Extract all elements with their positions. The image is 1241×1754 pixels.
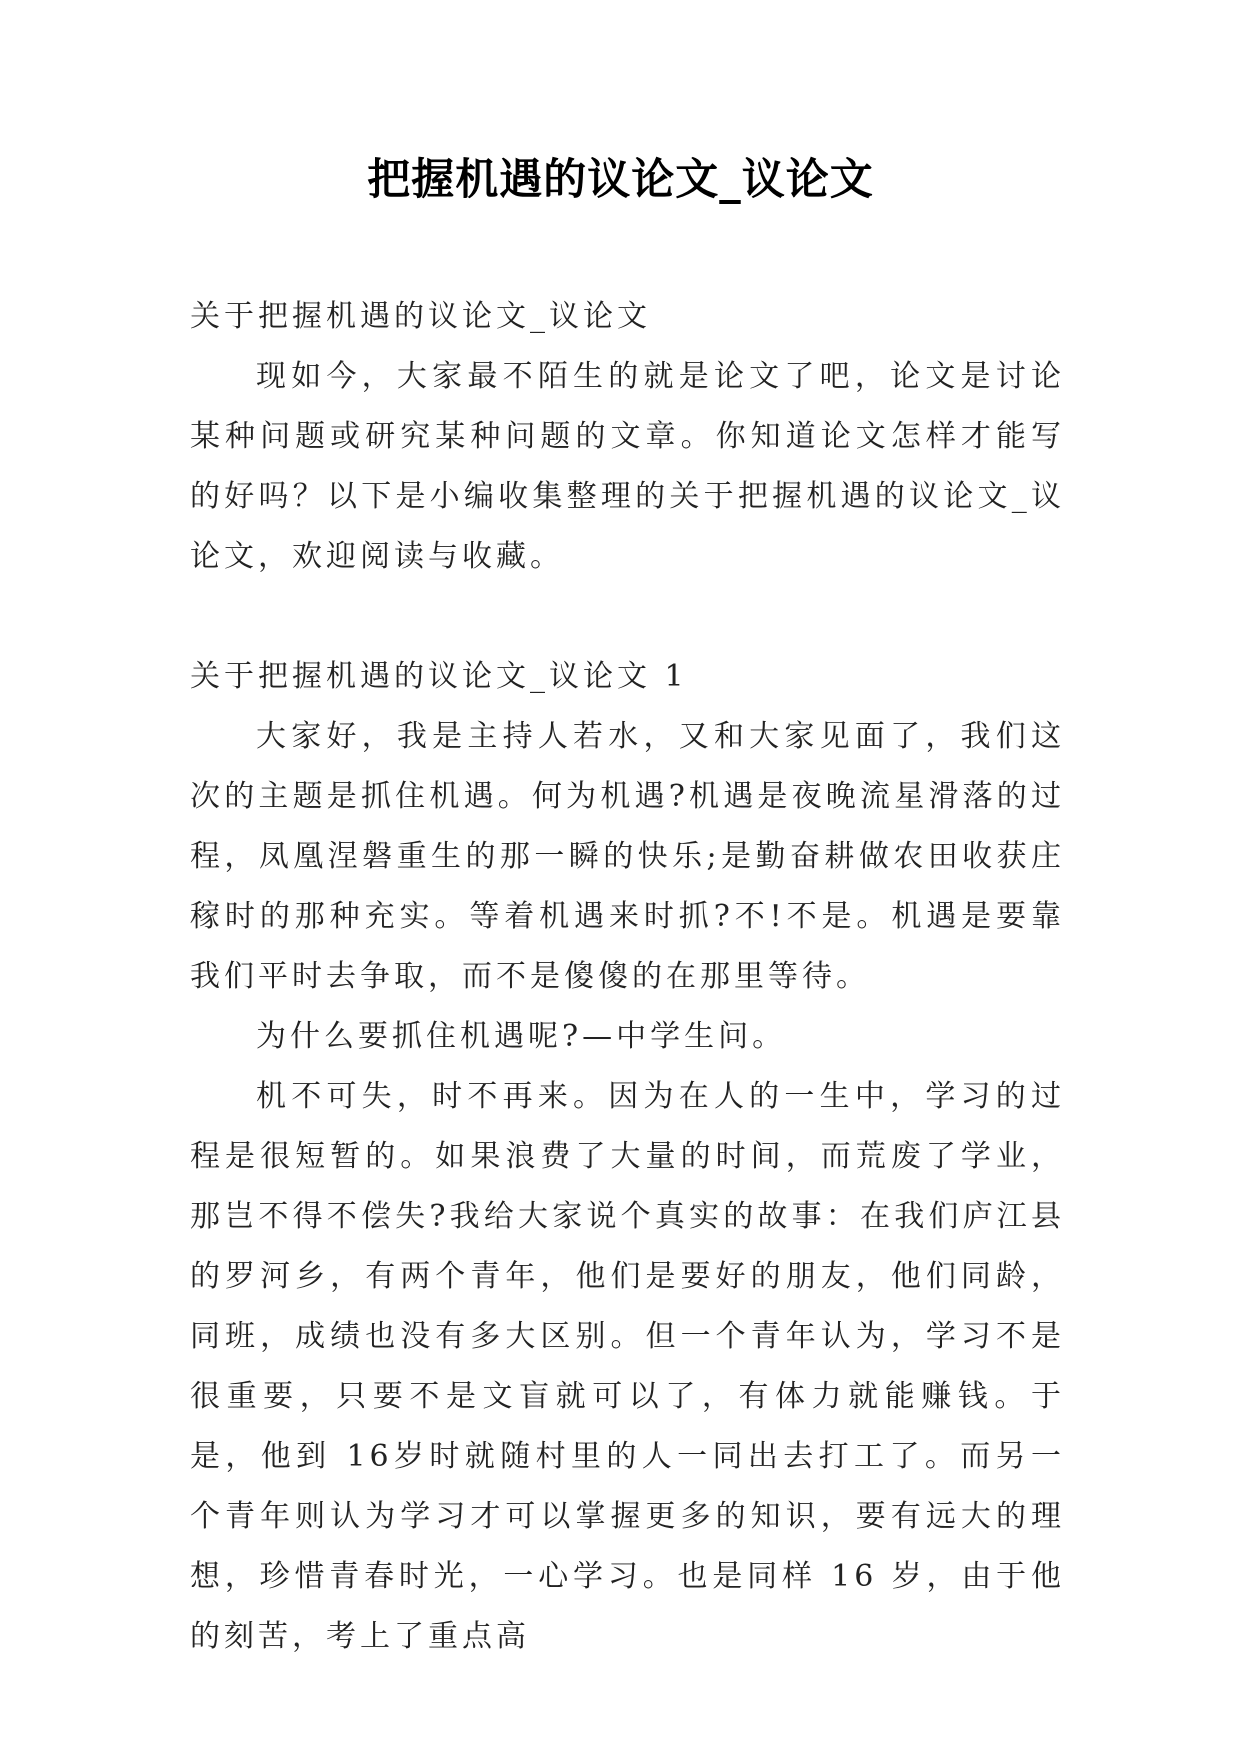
intro-heading: 关于把握机遇的议论文_议论文 [190, 299, 651, 334]
document-body [190, 287, 1065, 1667]
section-1-heading: 关于把握机遇的议论文_议论文 1 [190, 659, 688, 694]
paragraph-gap [190, 587, 1065, 647]
intro-paragraph: 现如今，大家最不陌生的就是论文了吧，论文是讨论某种问题或研究某种问题的文章。你知道论文怎样才能写的好吗？以下是小编收集整理的关于把握机遇的议论文_议论文，欢迎阅读与收藏。 [190, 359, 1065, 574]
document-title: 把握机遇的议论文_议论文 [367, 155, 874, 205]
section-1-paragraph-1: 大家好，我是主持人若水，又和大家见面了，我们这次的主题是抓住机遇。何为机遇?机遇是夜晚流星滑落的过程，凤凰涅磐重生的那一瞬的快乐;是勤奋耕做农田收获庄稼时的那种充实。等着机遇来时抓?不!不是。机遇是要靠我们平时去争取，而不是傻傻的在那里等待。 [190, 719, 1065, 994]
section-1-paragraph-2: 为什么要抓住机遇呢?—中学生问。 [256, 1019, 787, 1054]
section-1-paragraph-3: 机不可失，时不再来。因为在人的一生中，学习的过程是很短暂的。如果浪费了大量的时间，而荒废了学业，那岂不得不偿失?我给大家说个真实的故事：在我们庐江县的罗河乡，有两个青年，他们是要好的朋友，他们同龄，同班，成绩也没有多大区别。但一个青年认为，学习不是很重要，只要不是文盲就可以了，有体力就能赚钱。于是，他到 16岁时就随村里的人一同出去打工了。而另一个青年则认为学习才可以掌握更多的知识，要有远大的理想，珍惜青春时光，一心学习。也是同样 16 岁，由于他的刻苦，考上了重点高 [190, 1079, 1065, 1654]
